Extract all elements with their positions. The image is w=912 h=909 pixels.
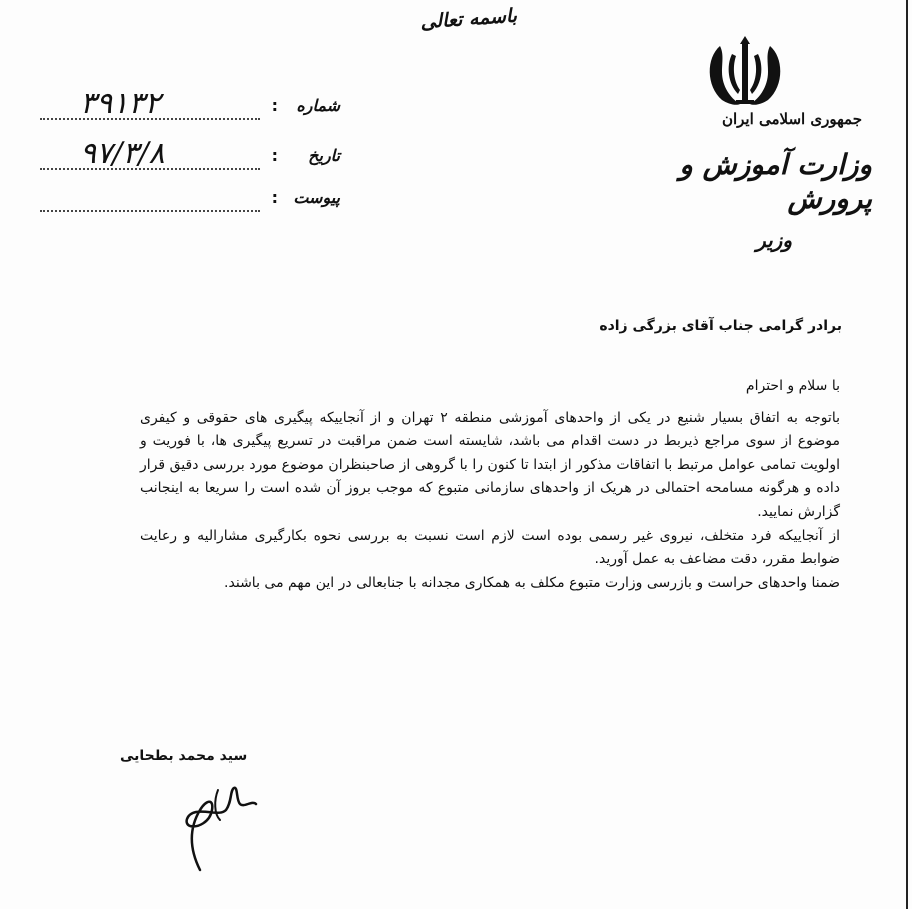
attachment-dotted-line (40, 210, 260, 212)
number-label: شماره (296, 96, 340, 115)
date-dotted-line (40, 168, 260, 170)
office-title: وزیر (756, 228, 792, 252)
attachment-colon: : (271, 188, 278, 207)
page-edge-line (906, 0, 908, 909)
paragraph-2: از آنجاییکه فرد متخلف، نیروی غیر رسمی بوده است لازم است نسبت به بررسی نحوه بکارگیری مشارالیه و رعایت ضوابط مقرر، دقت مضاعف به عمل آورید. (140, 527, 840, 568)
signatory-name: سید محمد بطحایی (120, 748, 248, 764)
letter-body (140, 375, 840, 595)
date-label: تاریخ (308, 146, 340, 165)
republic-title: جمهوری اسلامی ایران (721, 110, 862, 128)
iran-emblem-icon (700, 34, 790, 114)
handwritten-signature-icon (170, 770, 270, 880)
number-dotted-line (40, 118, 260, 120)
ministry-title: وزارت آموزش و پرورش (679, 148, 872, 215)
date-colon: : (271, 146, 278, 165)
paragraph-1: باتوجه به اتفاق بسیار شنیع در یکی از واحدهای آموزشی منطقه ۲ تهران و از آنجاییکه پیگیری های حقوقی و کیفری موضوع از سوی مراجع ذیربط در دست اقدام می باشد، شایسته است ضمن مراقبت در تسریع پیگیری ها، با فوریت و اولویت تمامی عوامل مرتبط با اتفاقات مذکور از ابتدا تا کنون را با گروهی از صاحبنظران موضوع مورد بررسی دقیق قرار داده و هرگونه مسامحه احتمالی در هریک از واحدهای سازمانی متبوع که موجب بروز آن شده است را سریعا به اینجانب گزارش نمایید. (140, 409, 840, 520)
number-colon: : (271, 96, 278, 115)
date-value: ۹۷/۳/۸ (80, 136, 165, 171)
bismillah-heading: باسمه تعالی (419, 4, 518, 34)
ministry-header (612, 110, 872, 252)
paragraph-3: ضمنا واحدهای حراست و بازرسی وزارت متبوع مکلف به همکاری مجدانه با جنابعالی در این مهم می باشند. (224, 574, 840, 591)
greeting: با سلام و احترام (745, 378, 840, 394)
date-field (40, 136, 340, 176)
number-value: ۳۹۱۳۲ (80, 86, 161, 121)
attachment-field (40, 188, 340, 218)
attachment-label: پیوست (293, 188, 340, 207)
number-field (40, 86, 340, 126)
addressee-line: برادر گرامی جناب آقای بزرگی زاده (599, 318, 842, 334)
